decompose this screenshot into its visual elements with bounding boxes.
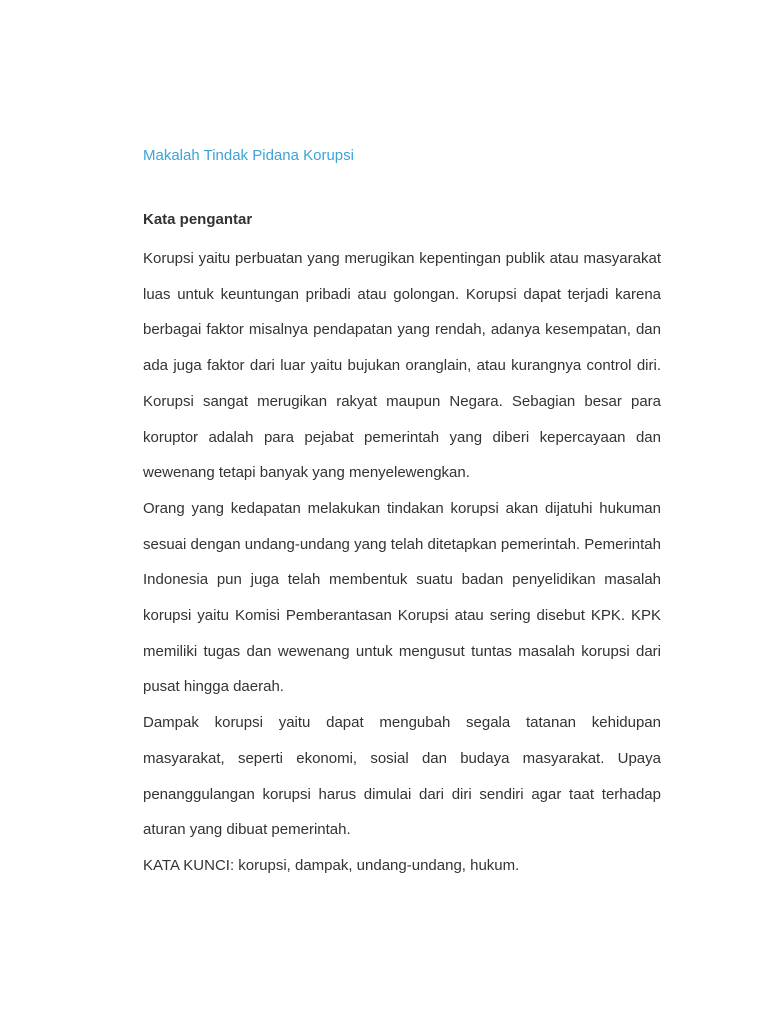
paragraph-1: Korupsi yaitu perbuatan yang merugikan kepentingan publik atau masyarakat luas untuk keuntungan pribadi atau golongan. Korupsi dapat terjadi karena berbagai faktor misalnya pendapatan yang rendah, adanya kesempatan, dan ada juga faktor dari luar yaitu bujukan oranglain, atau kurangnya control diri. Korupsi sangat merugikan rakyat maupun Negara. Sebagian besar para koruptor adalah para pejabat pemerintah yang diberi kepercayaan dan wewenang tetapi banyak yang menyelewengkan. [143, 250, 661, 482]
document-title: Makalah Tindak Pidana Korupsi [143, 147, 354, 164]
paragraph-3: Dampak korupsi yaitu dapat mengubah segala tatanan kehidupan masyarakat, seperti ekonomi, sosial dan budaya masyarakat. Upaya penanggulangan korupsi harus dimulai dari diri sendiri agar taat terhadap aturan yang dibuat pemerintah. [143, 714, 661, 839]
section-heading: Kata pengantar [143, 211, 253, 228]
paragraph-2: Orang yang kedapatan melakukan tindakan korupsi akan dijatuhi hukuman sesuai dengan undang-undang yang telah ditetapkan pemerintah. Pemerintah Indonesia pun juga telah membentuk suatu badan penyelidikan masalah korupsi yaitu Komisi Pemberantasan Korupsi atau sering disebut KPK. KPK memiliki tugas dan wewenang untuk mengusut tuntas masalah korupsi dari pusat hingga daerah. [143, 499, 661, 696]
keywords-line: KATA KUNCI: korupsi, dampak, undang-undang, hukum. [143, 856, 520, 874]
document-content [143, 142, 661, 884]
